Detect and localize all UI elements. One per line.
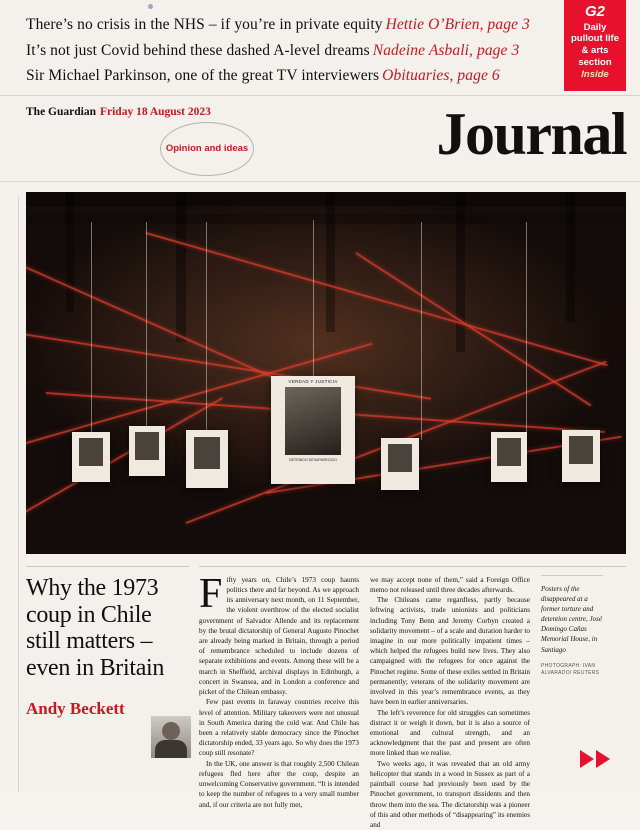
promo-line-1-text: There’s no crisis in the NHS – if you’re in private equity bbox=[26, 16, 383, 33]
photo-caption: Posters of the disappeared at a former torture and detention centre, José Domingo Cañas Memorial House, in Santiago bbox=[541, 584, 602, 654]
paragraph: The left’s reverence for old struggles can sometimes distract it or weigh it down, but it is also a source of emotional and cultural strength, and an acknowledgment that the past and present are often more linked than we realise. bbox=[370, 708, 530, 758]
body-column-1 bbox=[199, 570, 359, 809]
section-title: Journal bbox=[436, 100, 626, 167]
promo-line-2-text: It’s not just Covid behind these dashed A-level dreams bbox=[26, 41, 370, 59]
hanging-string bbox=[91, 222, 92, 432]
publication-date: Friday 18 August 2023 bbox=[99, 105, 211, 118]
promo-line-3-text: Sir Michael Parkinson, one of the great TV interviewers bbox=[26, 67, 380, 85]
paragraph: ifty years on, Chile’s 1973 coup haunts politics there and far beyond. As we approach its anniversary next month, on 11 September, the violent overthrow of the elected socialist government of Salvador Allende and its replacement by the brutal dictatorship of General Augusto Pinochet are already being marked in Britain, through a period of remembrance scheduled to include dozens of separate exhibitions and events. Among these will be a march in Sheffield, archival displays in Edinburgh, a concert in Swansea, and in London a conference and picket of the Chilean embassy. bbox=[199, 575, 359, 697]
promo-line-2[interactable] bbox=[26, 38, 622, 64]
author-portrait bbox=[151, 716, 191, 758]
g2-section-flag bbox=[564, 0, 626, 91]
promo-line-1[interactable] bbox=[26, 12, 622, 38]
hanging-string bbox=[421, 222, 422, 440]
body-column-2 bbox=[370, 575, 530, 829]
ceiling-plank bbox=[566, 192, 575, 322]
body-text-columns bbox=[199, 566, 626, 829]
g2-description: Daily pullout life & arts section bbox=[570, 21, 620, 69]
promo-line-3[interactable] bbox=[26, 63, 622, 89]
paragraph: The Chileans came regardless, partly because leftwing activists, trade unionists and politicians including Tony Benn and Jeremy Corbyn created a solidarity movement – of a scale and duration harder to imagine in our more politically impatient times – which helped the refugees build new lives. They also campaigned with the refugees for once against the Pinochet regime. Some of these exiles settled in Britain permanently; veterans of the solidarity movement are involved in this year’s remembrance events, as they have been in earlier anniversaries. bbox=[370, 596, 530, 707]
promo-line-3-ref: Obituaries, page 6 bbox=[382, 67, 500, 85]
missing-person-poster bbox=[186, 430, 228, 488]
g2-title: G2 bbox=[584, 3, 605, 20]
poster-portrait bbox=[79, 438, 103, 466]
poster-portrait bbox=[285, 387, 341, 455]
ceiling-plank bbox=[66, 192, 74, 312]
article-byline: Andy Beckett bbox=[26, 699, 125, 719]
missing-person-poster bbox=[491, 432, 527, 482]
photo-credit: PHOTOGRAPH: IVAN ALVARADO/ REUTERS bbox=[541, 662, 600, 676]
main-poster bbox=[271, 376, 355, 484]
hanging-string bbox=[146, 222, 147, 452]
missing-person-poster bbox=[129, 426, 165, 476]
hanging-string bbox=[526, 222, 527, 440]
ceiling-plank bbox=[176, 192, 186, 342]
top-promo-strip bbox=[0, 0, 640, 96]
opinion-badge-label: Opinion and ideas bbox=[165, 142, 249, 154]
poster-header-text: VERDAD Y JUSTICIA bbox=[288, 378, 338, 384]
lead-photograph bbox=[26, 192, 626, 554]
poster-portrait bbox=[497, 438, 521, 466]
poster-portrait bbox=[569, 436, 593, 464]
author-body-shape bbox=[155, 740, 187, 758]
opinion-badge bbox=[160, 122, 254, 176]
masthead bbox=[0, 96, 640, 182]
arrow-triangle-icon bbox=[596, 750, 610, 768]
left-margin-rule bbox=[18, 196, 19, 792]
author-head-shape bbox=[162, 722, 180, 740]
g2-inside-label: Inside bbox=[581, 69, 609, 80]
article-block bbox=[26, 566, 626, 829]
g2-notch bbox=[564, 82, 626, 91]
arrow-triangle-icon bbox=[580, 750, 594, 768]
promo-line-1-ref: Hettie O’Brien, page 3 bbox=[385, 16, 530, 33]
drop-cap: F bbox=[199, 570, 223, 617]
article-headline: Why the 1973 coup in Chile still matters – even in Britain bbox=[26, 574, 165, 682]
hanging-string bbox=[206, 222, 207, 452]
publication-name: The Guardian bbox=[26, 105, 96, 118]
missing-person-poster bbox=[562, 430, 600, 482]
missing-person-poster bbox=[72, 432, 110, 482]
ceiling-plank bbox=[326, 192, 335, 332]
ceiling-plank bbox=[456, 192, 465, 352]
missing-person-poster bbox=[381, 438, 419, 490]
registration-dot bbox=[148, 4, 153, 9]
paragraph: we may accept none of them,” said a Foreign Office memo not released until three decades afterwards. bbox=[370, 575, 530, 594]
promo-line-2-ref: Nadeine Asbali, page 3 bbox=[372, 41, 520, 59]
poster-portrait bbox=[194, 437, 220, 469]
continuation-arrows-icon bbox=[580, 750, 610, 768]
paragraph: Two weeks ago, it was revealed that an old army helicopter that stands in a wood in Sussex as part of a paintball course had previously been used by the Pinochet government, to transport dissidents and then throw them into the sea. The dictatorship was a pioneer of this and other methods of “disappearing” its enemies and bbox=[370, 759, 530, 829]
publication-line bbox=[26, 106, 211, 118]
hanging-string bbox=[313, 220, 314, 378]
paragraph: Few past events in faraway countries receive this level of attention. Military takeovers were not unusual in South America during the cold war. And Chile has been a relatively stable democracy since the Pinochet dictatorship ended, 33 years ago. So why does the 1973 coup still resonate? bbox=[199, 698, 359, 758]
poster-caption-text: DETENIDO DESAPARECIDO bbox=[289, 457, 337, 462]
poster-portrait bbox=[388, 444, 412, 472]
poster-portrait bbox=[135, 432, 159, 460]
paragraph: In the UK, one answer is that roughly 2,500 Chilean refugees fled here after the coup, despite an unwelcoming Conservative government. “It is intended to keep the number of refugees to a very small number and, if our criteria are not fully met, bbox=[199, 759, 359, 809]
